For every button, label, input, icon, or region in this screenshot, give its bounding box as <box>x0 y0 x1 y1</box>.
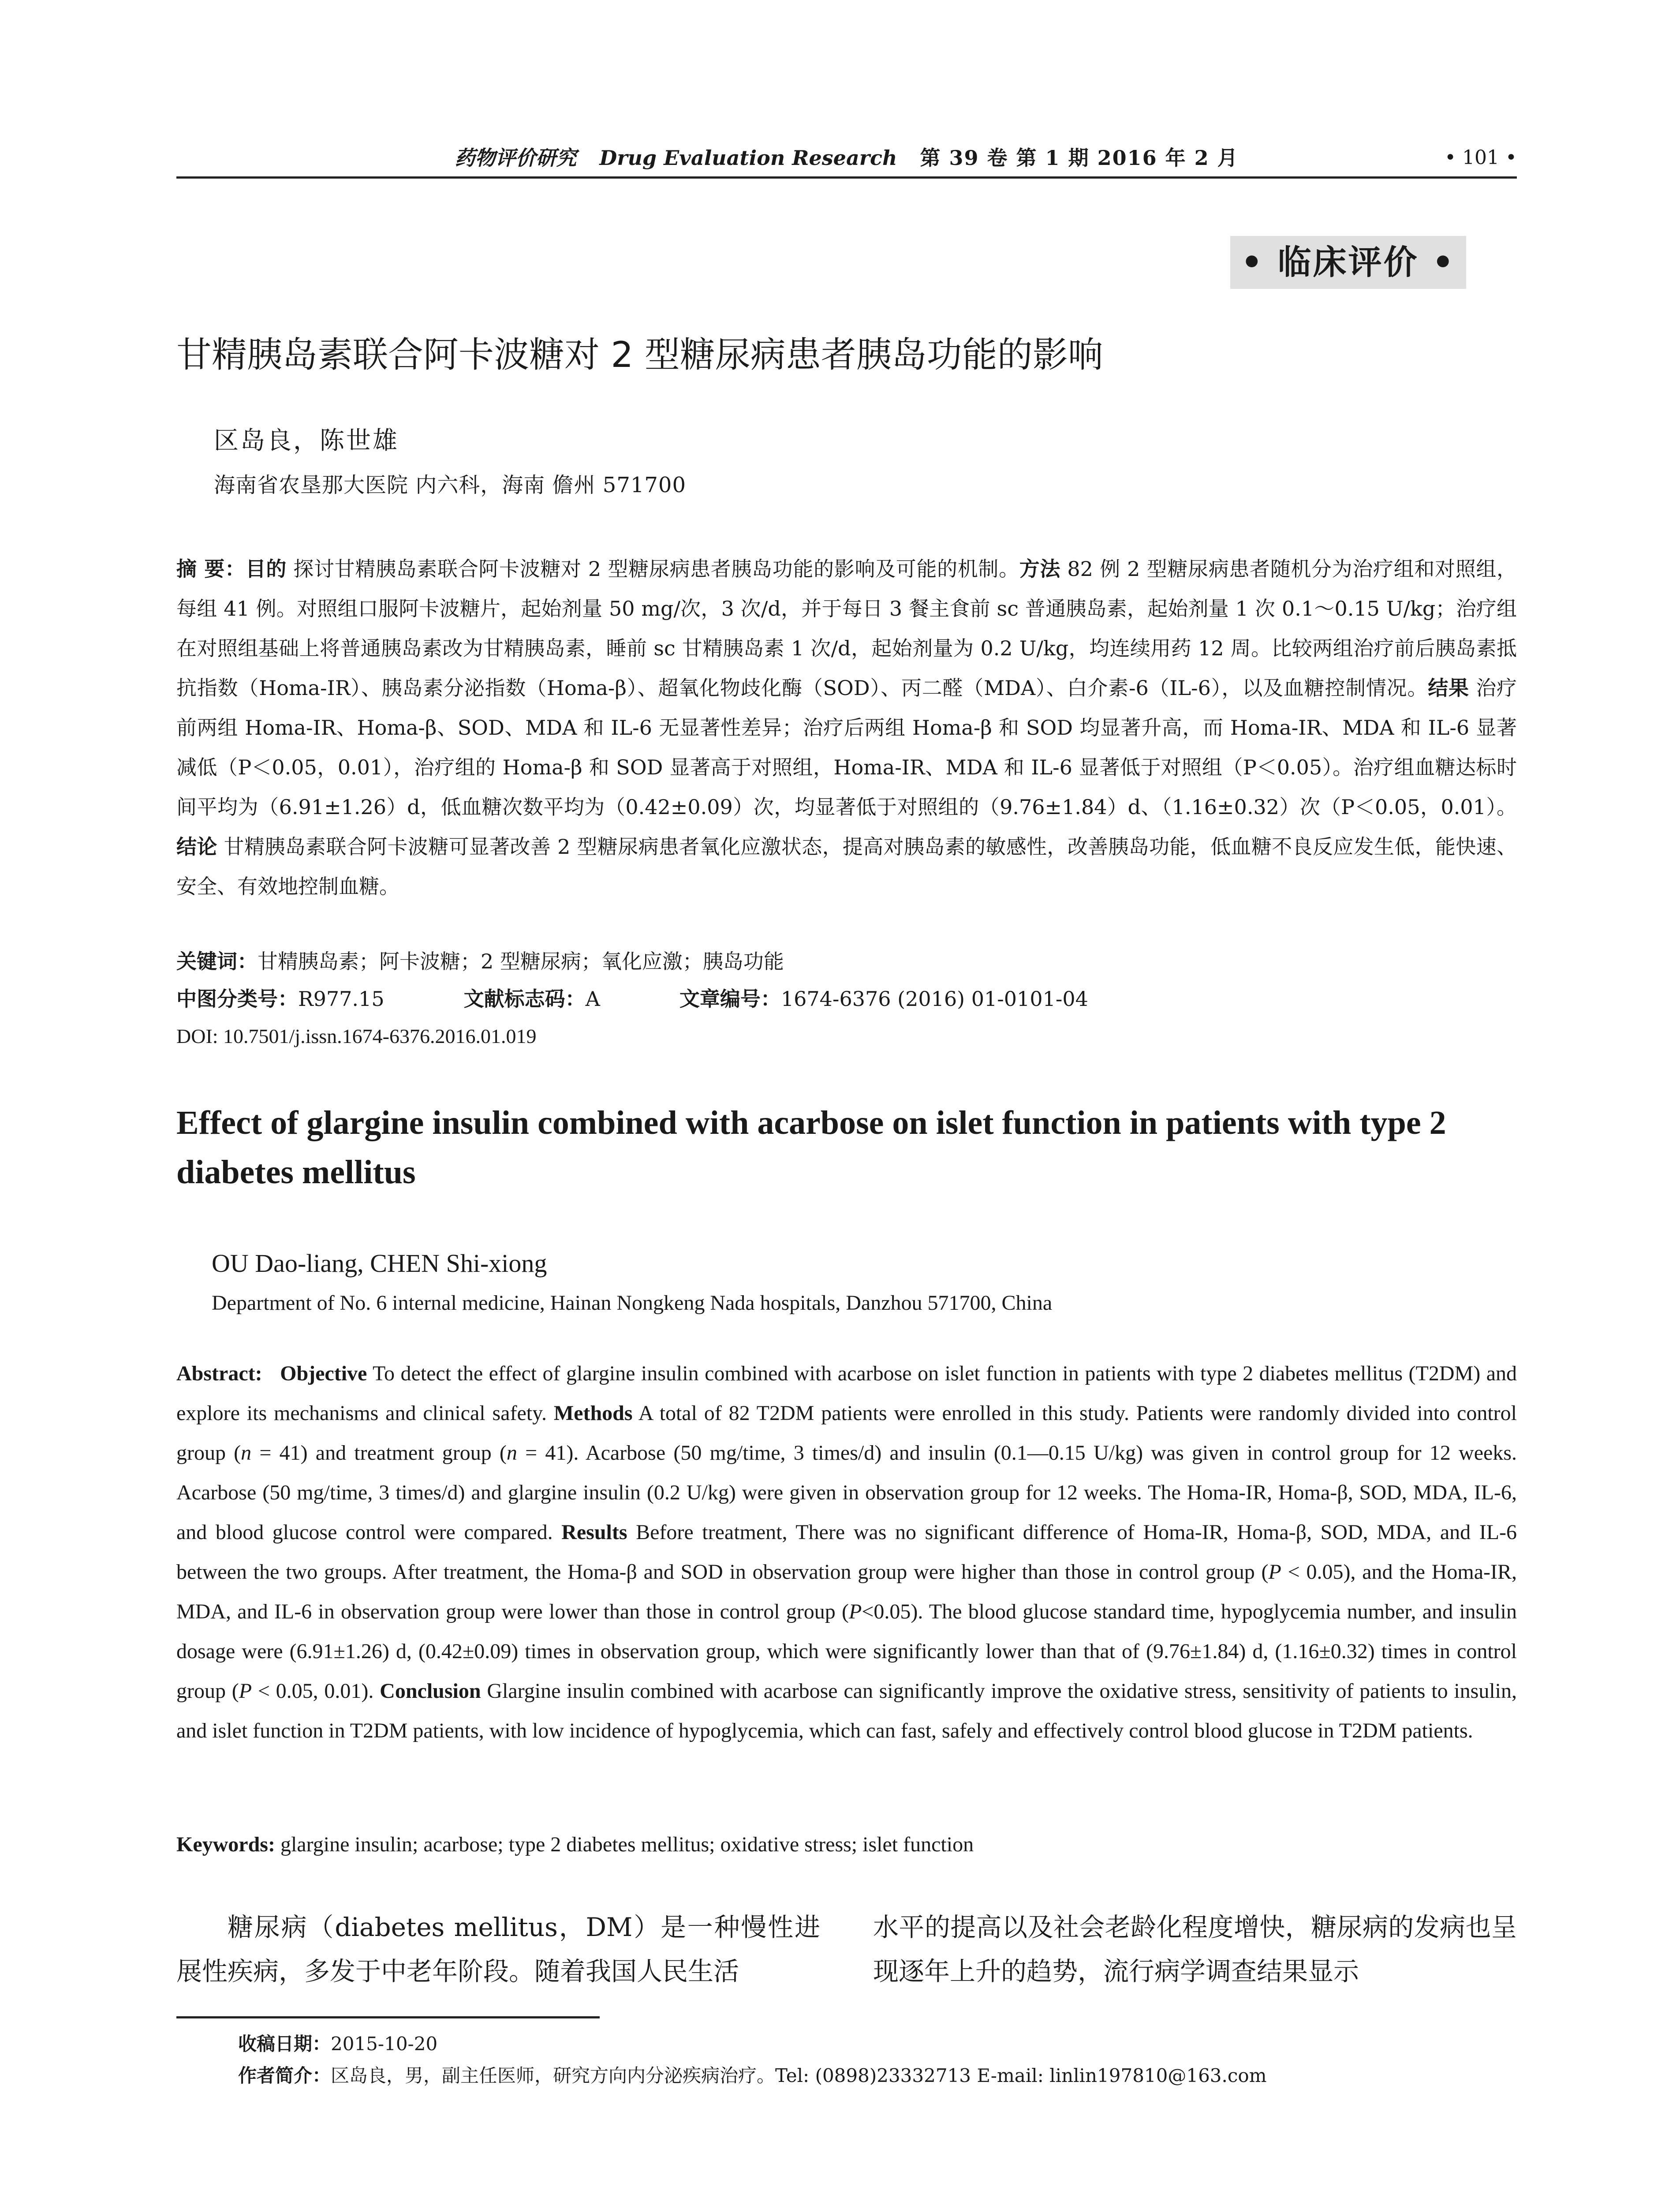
doc-code-value: A <box>585 987 600 1011</box>
methods-en-text-3: = 41). Acarbose (50 mg/time, 3 times/d) and insulin (0.1—0.15 U/kg) was given in control group for 12 weeks. Acarbose (50 mg/time, 3 times/d) and glargine insulin (0.2 U/kg) were given in observation group for 12 weeks. The Homa-IR, Homa-β, SOD, MDA, IL-6, and blood glucose control were compared. <box>176 1441 1517 1544</box>
abstract-cn <box>176 549 1517 906</box>
doc-code-label: 文献标志码： <box>463 987 586 1011</box>
objective-cn-text: 探讨甘精胰岛素联合阿卡波糖对 2 型糖尿病患者胰岛功能的影响及可能的机制。 <box>287 557 1019 581</box>
results-en-label: Results <box>561 1521 627 1544</box>
p-symbol: P <box>1268 1560 1281 1584</box>
doi: DOI: 10.7501/j.issn.1674-6376.2016.01.019 <box>176 1025 537 1047</box>
header-rule <box>176 176 1517 179</box>
abstract-cn-label: 摘 要： <box>176 557 246 581</box>
clc-value: R977.15 <box>298 987 385 1011</box>
article-no-label: 文章编号： <box>679 987 781 1011</box>
received-label: 收稿日期： <box>238 2033 331 2055</box>
authors-en: OU Dao-liang, CHEN Shi-xiong <box>212 1249 547 1278</box>
methods-en-text-2: = 41) and treatment group ( <box>251 1441 507 1465</box>
title-en: Effect of glargine insulin combined with acarbose on islet function in patients with type 2 diabetes mellitus <box>176 1104 1446 1191</box>
n-symbol: n <box>506 1441 517 1465</box>
footnote-received <box>238 2029 437 2059</box>
clc-label: 中图分类号： <box>176 987 298 1011</box>
keywords-en-label: Keywords: <box>176 1833 275 1856</box>
conclusion-en-text: Glargine insulin combined with acarbose can significantly improve the oxidative stress, sensitivity of patients to insulin, and islet function in T2DM patients, with low incidence of hypoglycemia, which can fast, safely and effectively control blood glucose in T2DM patients. <box>176 1679 1517 1742</box>
classification-line <box>176 981 1517 1017</box>
methods-en-label: Methods <box>553 1401 633 1425</box>
authors-cn: 区岛良，陈世雄 <box>214 426 399 455</box>
running-header <box>176 140 1517 180</box>
author-bio-label: 作者简介： <box>238 2065 331 2086</box>
methods-cn-text: 82 例 2 型糖尿病患者随机分为治疗组和对照组，每组 41 例。对照组口服阿卡波糖片，起始剂量 50 mg/次，3 次/d，并于每日 3 餐主食前 sc 普通胰岛素，起始剂量 1 次 0.1～0.15 U/kg；治疗组在对照组基础上将普通胰岛素改为甘精胰岛素，睡前 sc 甘精胰岛素 1 次/d，起始剂量为 0.2 U/kg，均连续用药 12 周。比较两组治疗前后胰岛素抵抗指数（Homa-IR）、胰岛素分泌指数（Homa-β）、超氧化物歧化酶（SOD）、丙二醛（MDA）、白介素-6（IL-6），以及血糖控制情况。 <box>176 557 1517 700</box>
volume-issue: 第 39 卷 第 1 期 2016 年 2 月 <box>920 146 1239 170</box>
affiliation-cn: 海南省农垦那大医院 内六科，海南 儋州 571700 <box>214 473 687 497</box>
methods-cn-label: 方法 <box>1019 557 1061 581</box>
methods-en-text-1: A total of 82 T2DM patients were enrolled in this study. Patients were randomly divided into control group ( <box>176 1401 1517 1465</box>
journal-name-cn: 药物评价研究 <box>455 146 577 170</box>
keywords-cn <box>176 944 1517 979</box>
received-date: 2015-10-20 <box>331 2033 438 2055</box>
title-cn: 甘精胰岛素联合阿卡波糖对 2 型糖尿病患者胰岛功能的影响 <box>176 334 1103 375</box>
footnote-rule <box>176 2016 600 2018</box>
author-bio-text: 区岛良，男，副主任医师，研究方向内分泌疾病治疗。Tel: (0898)23332713 E-mail: linlin197810@163.com <box>331 2065 1267 2086</box>
results-cn-text: 治疗前两组 Homa-IR、Homa-β、SOD、MDA 和 IL-6 无显著性差异；治疗后两组 Homa-β 和 SOD 均显著升高，而 Homa-IR、MDA 和 IL-6 显著减低（P＜0.05，0.01），治疗组的 Homa-β 和 SOD 显著高于对照组，Homa-IR、MDA 和 IL-6 显著低于对照组（P＜0.05）。治疗组血糖达标时间平均为（6.91±1.26）d，低血糖次数平均为（0.42±0.09）次，均显著低于对照组的（9.76±1.84）d、（1.16±0.32）次（P＜0.05，0.01）。 <box>176 676 1517 819</box>
footnote-author <box>238 2060 1267 2091</box>
affiliation-en: Department of No. 6 internal medicine, Hainan Nongkeng Nada hospitals, Danzhou 571700, China <box>212 1291 1053 1315</box>
header-journal-info <box>176 140 1517 176</box>
objective-en-text: To detect the effect of glargine insulin combined with acarbose on islet function in patients with type 2 diabetes mellitus (T2DM) and explore its mechanisms and clinical safety. <box>176 1362 1517 1425</box>
objective-cn-label: 目的 <box>245 557 287 581</box>
body-column-right: 水平的提高以及社会老龄化程度增快，糖尿病的发病也呈现逐年上升的趋势，流行病学调查结果显示 <box>873 1912 1517 1986</box>
p-symbol: P <box>849 1600 862 1623</box>
keywords-en <box>176 1825 1517 1865</box>
keywords-en-value: glargine insulin; acarbose; type 2 diabetes mellitus; oxidative stress; islet function <box>275 1833 974 1856</box>
body-column-left: 糖尿病（diabetes mellitus，DM）是一种慢性进展性疾病，多发于中老年阶段。随着我国人民生活 <box>176 1912 820 1986</box>
abstract-en <box>176 1354 1517 1751</box>
keywords-cn-value: 甘精胰岛素；阿卡波糖；2 型糖尿病；氧化应激；胰岛功能 <box>258 949 784 973</box>
objective-en-label: Objective <box>280 1362 367 1385</box>
abstract-en-label: Abstract: <box>176 1362 262 1385</box>
results-en-text-2: < 0.05), and the Homa-IR, MDA, and IL-6 in observation group were lower than those in control group ( <box>176 1560 1517 1623</box>
results-en-text-3: <0.05). The blood glucose standard time, hypoglycemia number, and insulin dosage were (6.91±1.26) d, (0.42±0.09) times in observation group, which were significantly lower than that of (9.76±1.84) d, (1.16±0.32) times in control group ( <box>176 1600 1517 1703</box>
results-en-text-1: Before treatment, There was no significant difference of Homa-IR, Homa-β, SOD, MDA, and IL-6 between the two groups. After treatment, the Homa-β and SOD in observation group were higher than those in control group ( <box>176 1521 1517 1584</box>
article-no-value: 1674-6376 (2016) 01-0101-04 <box>780 987 1088 1011</box>
results-en-text-4: < 0.05, 0.01). <box>252 1679 380 1703</box>
conclusion-cn-label: 结论 <box>176 835 217 859</box>
page-number: • 101 • <box>1445 146 1517 169</box>
p-symbol: P <box>239 1679 252 1703</box>
conclusion-cn-text: 甘精胰岛素联合阿卡波糖可显著改善 2 型糖尿病患者氧化应激状态，提高对胰岛素的敏感性，改善胰岛功能，低血糖不良反应发生低，能快速、安全、有效地控制血糖。 <box>176 835 1517 898</box>
results-cn-label: 结果 <box>1428 676 1469 700</box>
journal-name-en: Drug Evaluation Research <box>599 146 897 170</box>
conclusion-en-label: Conclusion <box>380 1679 481 1703</box>
keywords-cn-label: 关键词： <box>176 949 258 973</box>
section-badge: • 临床评价 • <box>1230 236 1466 289</box>
n-symbol: n <box>241 1441 252 1465</box>
